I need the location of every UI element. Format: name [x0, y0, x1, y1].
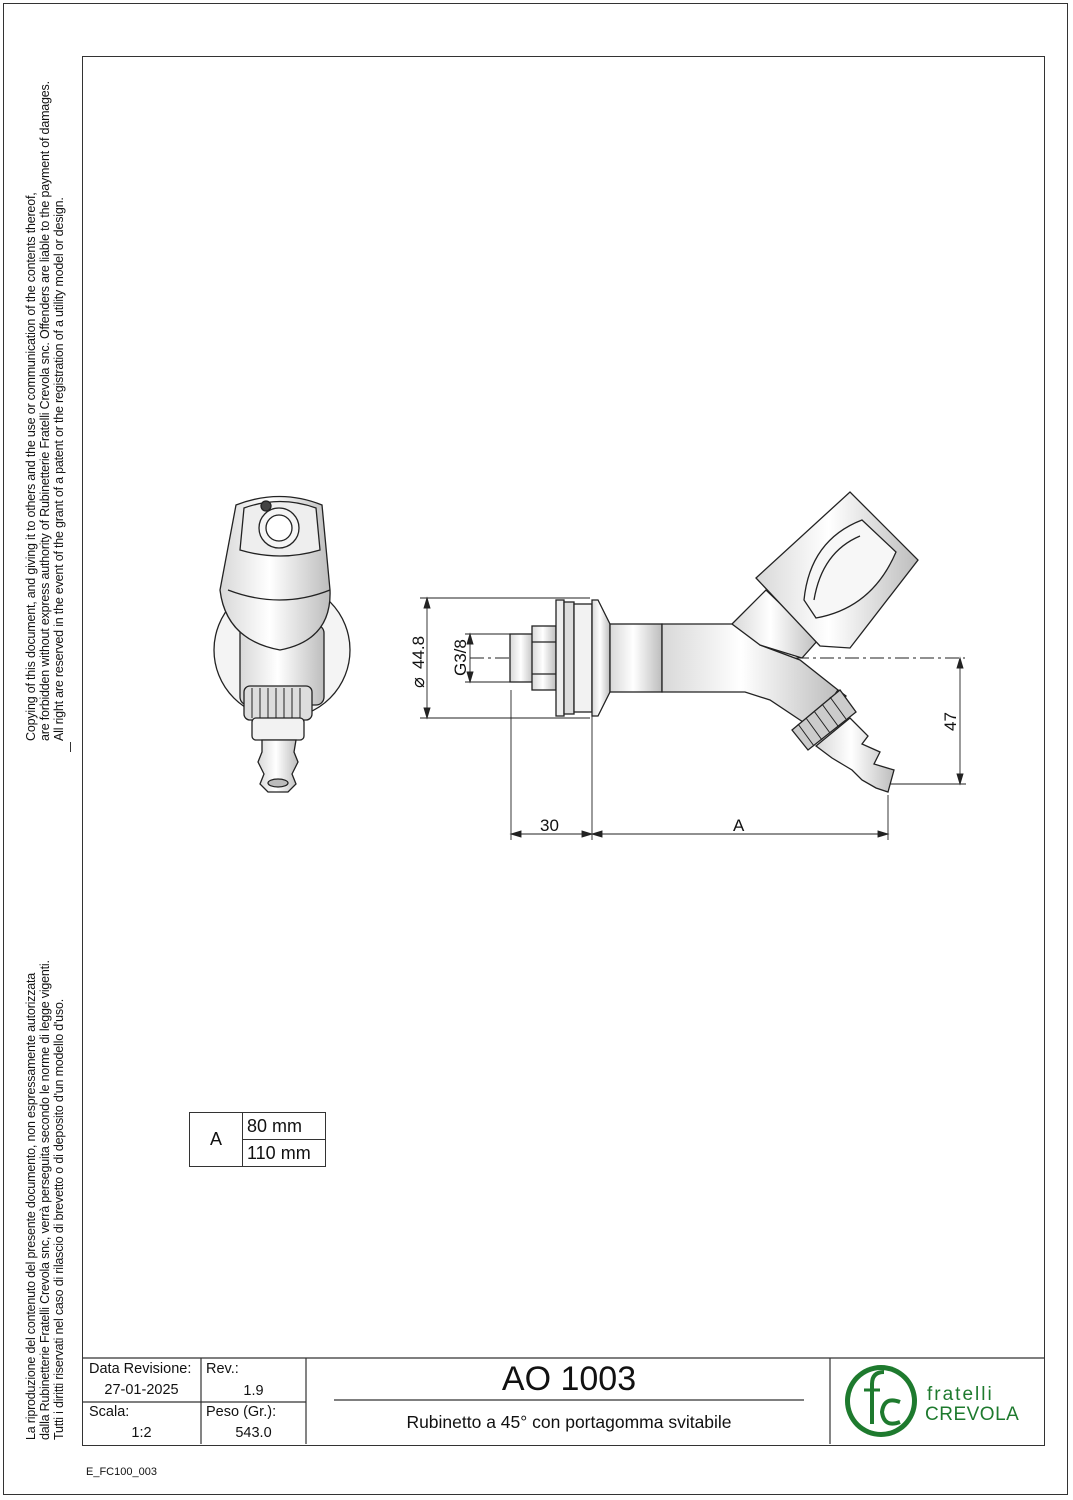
logo-line1: fratelli	[927, 1384, 994, 1405]
data-revisione-label: Data Revisione:	[89, 1361, 192, 1377]
variant-value-2: 110 mm	[243, 1140, 326, 1167]
logo-line2: CREVOLA	[925, 1404, 1020, 1425]
scala-value: 1:2	[131, 1425, 152, 1441]
peso-value: 543.0	[235, 1425, 272, 1441]
dim-offset-label: 30	[540, 816, 559, 835]
dim-diameter-symbol: ⌀	[408, 677, 428, 688]
washer-2	[564, 602, 574, 714]
peso-label: Peso (Gr.):	[206, 1404, 277, 1420]
front-hose-fitting	[252, 718, 304, 740]
washer-3	[574, 604, 592, 712]
rev-value: 1.9	[243, 1383, 264, 1399]
file-code: E_FC100_003	[86, 1466, 157, 1478]
variant-table-label: A	[190, 1113, 243, 1167]
dim-thread-label: G3/8	[451, 639, 470, 676]
company-logo	[845, 1365, 917, 1437]
rev-label: Rev.:	[206, 1361, 239, 1377]
product-description: Rubinetto a 45° con portagomma svitabile	[406, 1412, 732, 1432]
side-view	[420, 492, 966, 840]
dim-height-label: 47	[941, 712, 960, 731]
copyright-notice-en: Copying of this document, and giving it to others and the use or communication of the contents thereof, are forbidden without express authority of Rubinetterie Fratelli Crevola snc. Offenders are liable to the payment of damages. All right are reserved in the event of the grant of a patent or the registration of a utility model or design.	[24, 81, 66, 741]
data-revisione-value: 27-01-2025	[104, 1382, 179, 1398]
scala-label: Scala:	[89, 1404, 130, 1420]
product-code: AO 1003	[501, 1360, 637, 1398]
hex-nut	[532, 626, 556, 690]
front-knurled-nut	[244, 686, 312, 720]
thread-stub	[510, 634, 534, 682]
washer-1	[556, 600, 564, 716]
dim-length-label: A	[733, 816, 745, 835]
front-view	[214, 497, 350, 793]
copyright-notice-it: La riproduzione del contenuto del presente documento, non espressamente autorizzata dalla Rubinetterie Fratelli Crevola snc, verrà perseguita secondo le norme di legge vigenti. Tutti i diritti riservati nel caso di rilascio di brevetto o di deposito d'un modello d'uso.	[24, 960, 66, 1440]
wall-flange	[592, 600, 610, 716]
dim-diameter-label: 44.8	[409, 635, 428, 669]
variant-value-1: 80 mm	[243, 1113, 326, 1140]
variant-table	[189, 1112, 326, 1167]
body-segment-1	[610, 624, 662, 692]
